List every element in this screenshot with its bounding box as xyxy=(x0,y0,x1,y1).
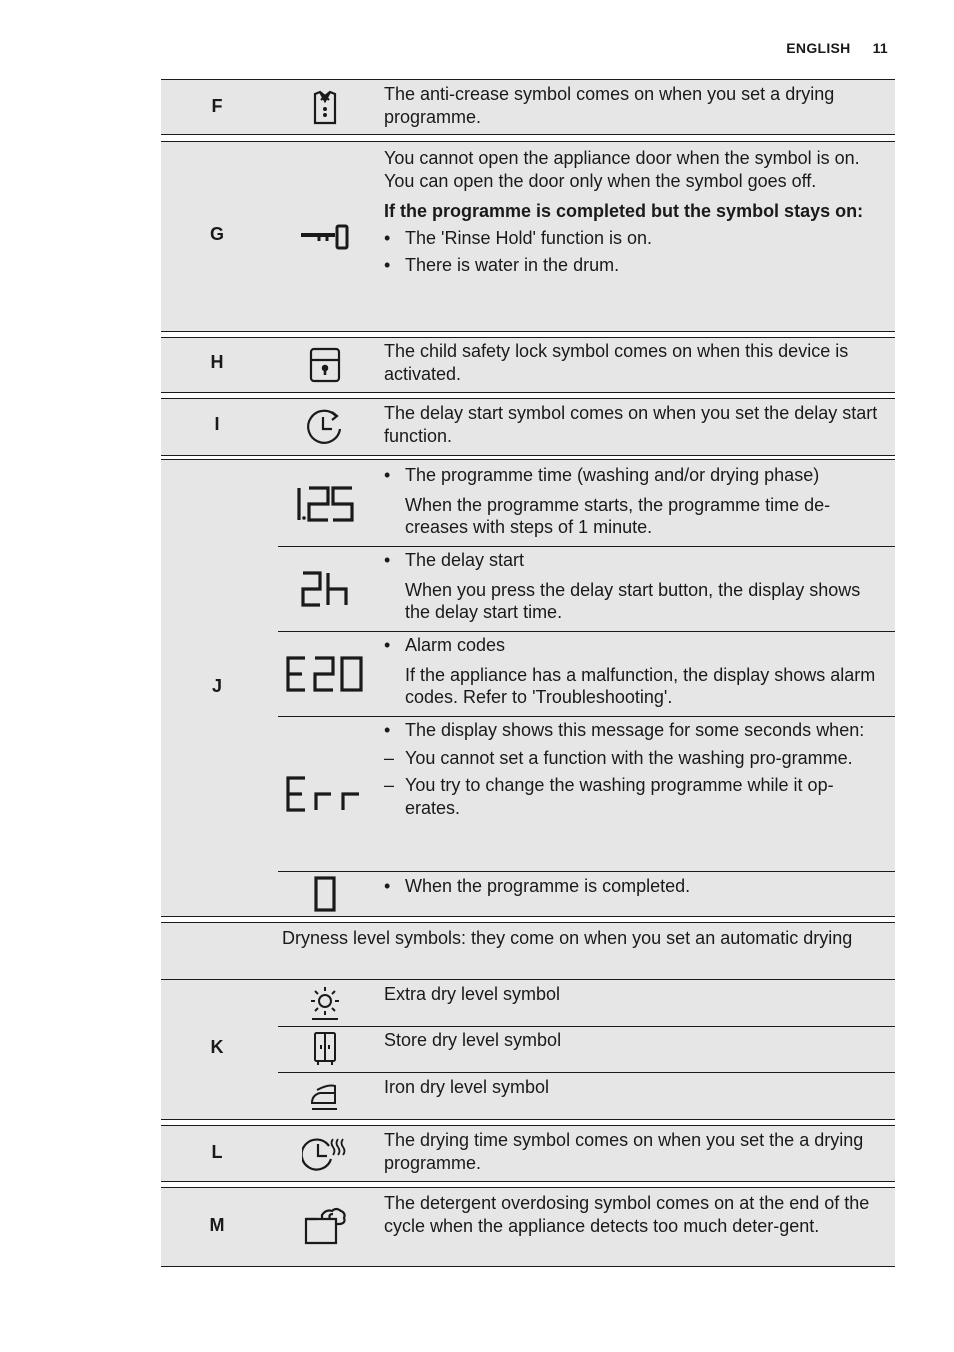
sub-divider xyxy=(278,1026,895,1027)
list-item: • The 'Rinse Hold' function is on. xyxy=(384,227,652,248)
sub-description xyxy=(384,634,884,709)
row-description: The detergent overdosing symbol comes on at the end of the cycle when the appliance detects too much deter-gent. xyxy=(384,1193,870,1236)
row-i xyxy=(161,398,895,456)
detail-text: When you press the delay start button, the display shows the delay start time. xyxy=(405,579,861,622)
sub-divider xyxy=(161,979,895,980)
list-item: • Alarm codes xyxy=(384,635,506,655)
sub-divider xyxy=(278,1072,895,1073)
list-item: • The programme time (washing and/or drying phase) xyxy=(384,465,820,485)
row-h xyxy=(161,337,895,393)
drying-time-icon xyxy=(279,1134,371,1174)
list-item: • There is water in the drum. xyxy=(384,255,620,275)
iron-dry-icon xyxy=(279,1079,371,1117)
detail-text: When the programme starts, the programme time de-creases with steps of 1 minute. xyxy=(405,494,831,537)
child-lock-icon xyxy=(279,345,371,385)
display-2h-icon xyxy=(279,567,371,611)
row-letter: J xyxy=(211,676,222,696)
row-f xyxy=(161,79,895,135)
language-label: ENGLISH xyxy=(786,40,851,56)
row-letter: L xyxy=(211,1142,223,1162)
sub-description: Extra dry level symbol xyxy=(384,984,561,1004)
row-description xyxy=(384,147,884,277)
detail-text: If the appliance has a malfunction, the display shows alarm codes. Refer to 'Troubleshooting'. xyxy=(405,664,876,707)
display-e20-icon xyxy=(279,652,371,696)
door-info-line: You cannot open the appliance door when the symbol is on. xyxy=(384,148,860,168)
sub-divider xyxy=(278,871,895,872)
door-info-line: You can open the door only when the symbol goes off. xyxy=(384,170,817,191)
row-letter: G xyxy=(209,224,224,244)
row-letter: K xyxy=(210,1037,224,1057)
detergent-overdosing-icon xyxy=(279,1204,371,1250)
sub-description xyxy=(384,875,884,898)
row-letter: I xyxy=(214,414,220,434)
row-g xyxy=(161,141,895,332)
page-header xyxy=(764,40,888,56)
row-letter: M xyxy=(209,1215,225,1235)
dash-item: – You cannot set a function with the washing pro-gramme. xyxy=(384,747,853,768)
row-k xyxy=(161,922,895,1120)
sub-description xyxy=(384,464,884,539)
delay-start-icon xyxy=(279,407,371,447)
list-item: • When the programme is completed. xyxy=(384,876,691,896)
sub-description: Store dry level symbol xyxy=(384,1030,562,1050)
sub-divider xyxy=(278,546,895,547)
sub-divider xyxy=(278,716,895,717)
display-0-icon xyxy=(279,874,371,914)
row-j xyxy=(161,459,895,917)
row-letter: F xyxy=(211,96,223,116)
warning-heading: If the programme is completed but the symbol stays on: xyxy=(384,201,864,221)
row-m xyxy=(161,1187,895,1267)
sub-description xyxy=(384,719,884,819)
row-description: The drying time symbol comes on when you set the a drying programme. xyxy=(384,1130,864,1173)
display-1-25-icon xyxy=(279,482,371,526)
sub-description: Iron dry level symbol xyxy=(384,1077,550,1097)
door-lock-key-icon xyxy=(279,220,371,254)
page-number: 11 xyxy=(872,40,888,56)
row-description: The child safety lock symbol comes on when this device is activated. xyxy=(384,341,849,384)
row-letter: H xyxy=(210,352,224,372)
extra-dry-icon xyxy=(279,983,371,1023)
display-err-icon xyxy=(279,772,371,816)
list-item: • The delay start xyxy=(384,550,525,570)
anti-crease-icon xyxy=(279,88,371,128)
row-description: The anti-crease symbol comes on when you set a drying programme. xyxy=(384,84,835,127)
store-dry-icon xyxy=(279,1029,371,1069)
sub-divider xyxy=(278,631,895,632)
row-l xyxy=(161,1125,895,1182)
sub-description xyxy=(384,549,884,624)
list-item: • The display shows this message for some seconds when: xyxy=(384,720,865,740)
dash-item: – You try to change the washing programme while it op-erates. xyxy=(384,775,834,818)
row-description: The delay start symbol comes on when you set the delay start function. xyxy=(384,403,878,446)
dryness-intro: Dryness level symbols: they come on when you set an automatic drying xyxy=(282,928,853,948)
